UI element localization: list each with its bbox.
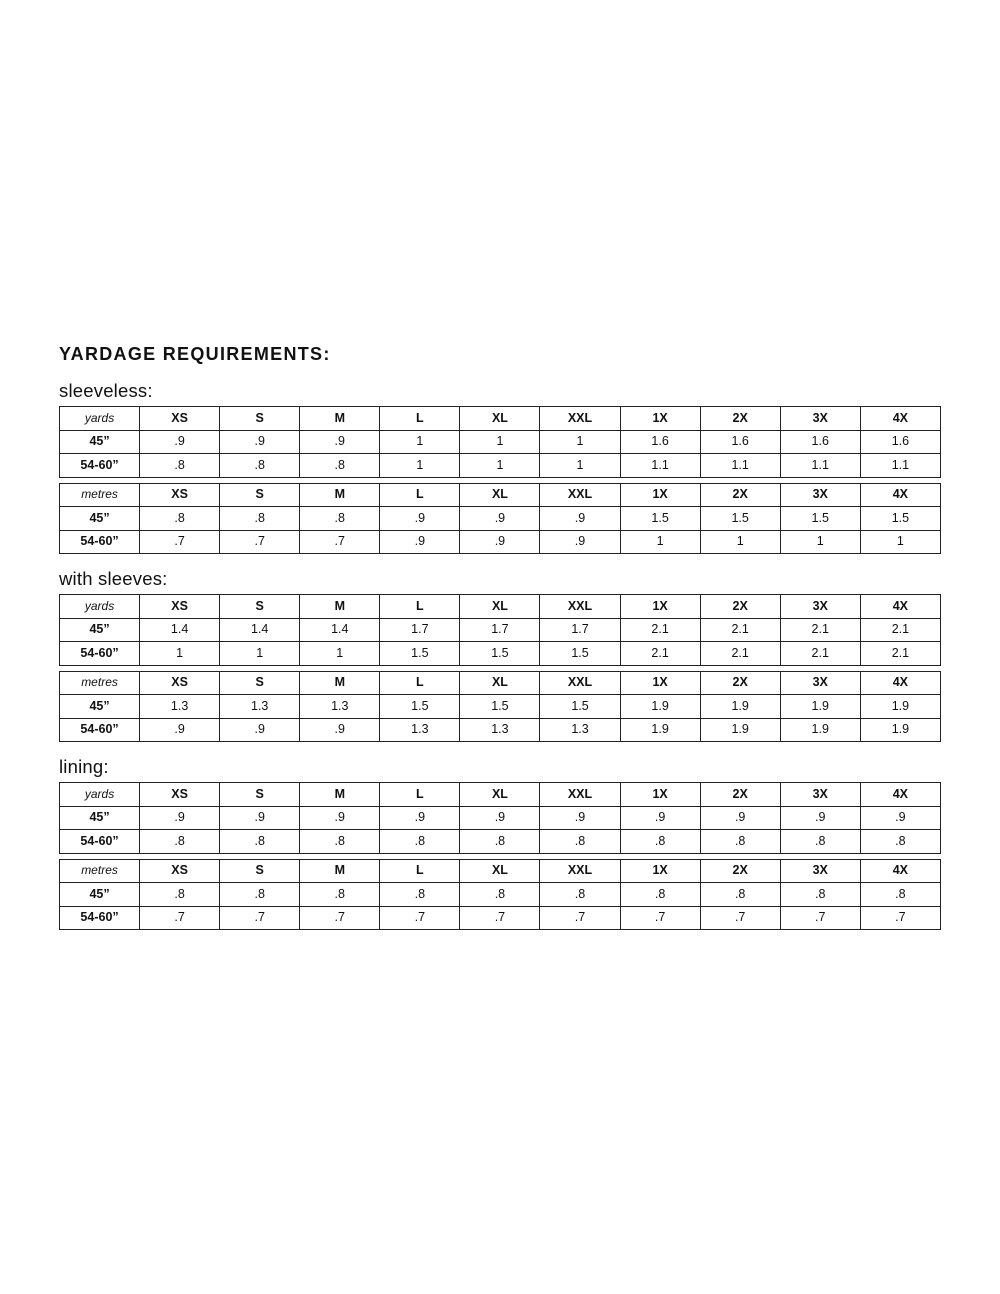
yardage-value: 1: [140, 642, 220, 666]
size-header: M: [300, 859, 380, 883]
yardage-value: 1.3: [460, 718, 540, 742]
yardage-table-metres: [59, 859, 941, 931]
size-header: XS: [140, 859, 220, 883]
yardage-value: .9: [860, 806, 940, 830]
table-row: [60, 906, 941, 930]
yardage-value: .7: [460, 906, 540, 930]
yardage-value: .7: [780, 906, 860, 930]
table-row: [60, 695, 941, 719]
yardage-value: .8: [700, 830, 780, 854]
size-header: L: [380, 595, 460, 619]
yardage-value: .9: [300, 430, 380, 454]
yardage-value: 1: [860, 530, 940, 554]
table-row: [60, 530, 941, 554]
yardage-value: 1.7: [380, 618, 460, 642]
size-header: M: [300, 671, 380, 695]
yardage-value: 1.3: [300, 695, 380, 719]
yardage-value: 1.9: [700, 718, 780, 742]
fabric-width-label: 45”: [60, 507, 140, 531]
fabric-width-label: 54-60”: [60, 906, 140, 930]
size-header: 3X: [780, 483, 860, 507]
unit-label: yards: [60, 783, 140, 807]
yardage-value: 1.9: [620, 718, 700, 742]
yardage-value: 1: [460, 454, 540, 478]
size-header: S: [220, 671, 300, 695]
yardage-value: 1.9: [700, 695, 780, 719]
fabric-width-label: 54-60”: [60, 454, 140, 478]
yardage-table-yards: [59, 406, 941, 478]
yardage-value: 1.6: [620, 430, 700, 454]
size-header: XXL: [540, 859, 620, 883]
yardage-value: 2.1: [860, 618, 940, 642]
yardage-value: .8: [860, 883, 940, 907]
yardage-value: .9: [460, 507, 540, 531]
yardage-value: 1: [460, 430, 540, 454]
size-header: 3X: [780, 595, 860, 619]
size-header: XXL: [540, 595, 620, 619]
table-row: [60, 454, 941, 478]
yardage-value: .8: [220, 507, 300, 531]
table-row: [60, 883, 941, 907]
yardage-value: 1: [300, 642, 380, 666]
size-header: 4X: [860, 595, 940, 619]
yardage-table-metres: [59, 483, 941, 555]
table-header-row: [60, 859, 941, 883]
size-header: 3X: [780, 859, 860, 883]
unit-label: yards: [60, 595, 140, 619]
size-header: L: [380, 407, 460, 431]
yardage-value: .9: [140, 806, 220, 830]
yardage-value: .9: [380, 530, 460, 554]
yardage-value: 1.3: [140, 695, 220, 719]
table-header-row: [60, 407, 941, 431]
yardage-value: 1.5: [380, 695, 460, 719]
yardage-value: .8: [620, 883, 700, 907]
size-header: S: [220, 595, 300, 619]
table-row: [60, 507, 941, 531]
table-header-row: [60, 783, 941, 807]
yardage-value: 1.9: [860, 718, 940, 742]
size-header: 3X: [780, 407, 860, 431]
yardage-value: .8: [220, 830, 300, 854]
yardage-value: 1.6: [700, 430, 780, 454]
section-1: [59, 376, 941, 554]
size-header: 4X: [860, 859, 940, 883]
yardage-value: .9: [460, 806, 540, 830]
size-header: L: [380, 859, 460, 883]
yardage-table-metres: [59, 671, 941, 743]
size-header: 2X: [700, 407, 780, 431]
yardage-value: 1.1: [700, 454, 780, 478]
size-header: 1X: [620, 595, 700, 619]
size-header: 2X: [700, 483, 780, 507]
yardage-value: 2.1: [700, 618, 780, 642]
yardage-value: .9: [220, 718, 300, 742]
yardage-value: 1.4: [300, 618, 380, 642]
yardage-value: .9: [380, 806, 460, 830]
yardage-value: .8: [140, 507, 220, 531]
yardage-value: 2.1: [700, 642, 780, 666]
table-header-row: [60, 595, 941, 619]
unit-label: metres: [60, 859, 140, 883]
size-header: 1X: [620, 783, 700, 807]
size-header: XS: [140, 483, 220, 507]
size-header: XS: [140, 595, 220, 619]
section-title: lining:: [59, 756, 109, 777]
size-header: XXL: [540, 483, 620, 507]
yardage-value: .7: [220, 906, 300, 930]
yardage-table-yards: [59, 594, 941, 666]
yardage-value: .8: [140, 454, 220, 478]
table-row: [60, 642, 941, 666]
size-header: XL: [460, 859, 540, 883]
page-title: YARDAGE REQUIREMENTS:: [59, 344, 331, 364]
yardage-value: 1.4: [220, 618, 300, 642]
size-header: 4X: [860, 671, 940, 695]
size-header: L: [380, 671, 460, 695]
yardage-value: .8: [300, 454, 380, 478]
size-header: XL: [460, 483, 540, 507]
size-header: S: [220, 859, 300, 883]
table-row: [60, 618, 941, 642]
size-header: 4X: [860, 483, 940, 507]
yardage-value: .8: [540, 883, 620, 907]
yardage-value: .9: [220, 806, 300, 830]
size-header: L: [380, 783, 460, 807]
yardage-value: 1.1: [780, 454, 860, 478]
yardage-value: 1.4: [140, 618, 220, 642]
yardage-value: 1.5: [700, 507, 780, 531]
fabric-width-label: 45”: [60, 695, 140, 719]
yardage-value: .7: [140, 906, 220, 930]
fabric-width-label: 54-60”: [60, 642, 140, 666]
yardage-value: .8: [860, 830, 940, 854]
yardage-value: 1: [380, 430, 460, 454]
yardage-value: 2.1: [780, 642, 860, 666]
section-title: sleeveless:: [59, 380, 153, 401]
yardage-value: 1.5: [860, 507, 940, 531]
yardage-value: 1.9: [860, 695, 940, 719]
size-header: S: [220, 407, 300, 431]
yardage-value: 1: [780, 530, 860, 554]
yardage-value: 2.1: [780, 618, 860, 642]
section-2: [59, 564, 941, 742]
yardage-value: .7: [300, 906, 380, 930]
size-header: 3X: [780, 783, 860, 807]
yardage-value: 1.7: [460, 618, 540, 642]
size-header: M: [300, 783, 380, 807]
yardage-value: .8: [300, 830, 380, 854]
size-header: 1X: [620, 859, 700, 883]
size-header: 2X: [700, 783, 780, 807]
yardage-value: .9: [380, 507, 460, 531]
yardage-value: 2.1: [620, 642, 700, 666]
size-header: XS: [140, 783, 220, 807]
size-header: M: [300, 483, 380, 507]
size-header: S: [220, 783, 300, 807]
yardage-value: .8: [380, 883, 460, 907]
size-header: XXL: [540, 783, 620, 807]
yardage-value: 1.9: [780, 695, 860, 719]
yardage-value: .7: [140, 530, 220, 554]
unit-label: yards: [60, 407, 140, 431]
yardage-value: .9: [780, 806, 860, 830]
size-header: 3X: [780, 671, 860, 695]
yardage-value: .9: [540, 530, 620, 554]
yardage-value: 1.9: [780, 718, 860, 742]
size-header: L: [380, 483, 460, 507]
table-row: [60, 430, 941, 454]
yardage-value: 1.5: [540, 695, 620, 719]
size-header: 1X: [620, 671, 700, 695]
size-header: XXL: [540, 671, 620, 695]
yardage-value: .9: [220, 430, 300, 454]
yardage-value: 2.1: [620, 618, 700, 642]
yardage-value: 1: [620, 530, 700, 554]
fabric-width-label: 54-60”: [60, 718, 140, 742]
yardage-value: 1.3: [220, 695, 300, 719]
fabric-width-label: 45”: [60, 806, 140, 830]
yardage-value: 1.7: [540, 618, 620, 642]
yardage-value: .8: [300, 507, 380, 531]
yardage-value: .9: [700, 806, 780, 830]
size-header: 4X: [860, 783, 940, 807]
yardage-value: .9: [140, 718, 220, 742]
yardage-value: .9: [540, 806, 620, 830]
table-row: [60, 718, 941, 742]
size-header: 4X: [860, 407, 940, 431]
size-header: M: [300, 407, 380, 431]
fabric-width-label: 45”: [60, 883, 140, 907]
yardage-value: .9: [140, 430, 220, 454]
yardage-value: 1.3: [540, 718, 620, 742]
yardage-value: 1: [540, 430, 620, 454]
yardage-value: .7: [220, 530, 300, 554]
yardage-value: 2.1: [860, 642, 940, 666]
yardage-value: .7: [620, 906, 700, 930]
yardage-value: .7: [380, 906, 460, 930]
table-header-row: [60, 483, 941, 507]
yardage-value: 1: [220, 642, 300, 666]
size-header: M: [300, 595, 380, 619]
yardage-value: .8: [540, 830, 620, 854]
size-header: XL: [460, 595, 540, 619]
fabric-width-label: 45”: [60, 430, 140, 454]
size-header: XL: [460, 671, 540, 695]
size-header: XXL: [540, 407, 620, 431]
yardage-value: 1.9: [620, 695, 700, 719]
yardage-value: 1.5: [620, 507, 700, 531]
size-header: 1X: [620, 483, 700, 507]
fabric-width-label: 54-60”: [60, 830, 140, 854]
yardage-value: 1.5: [780, 507, 860, 531]
yardage-value: .9: [540, 507, 620, 531]
yardage-value: 1.1: [860, 454, 940, 478]
yardage-value: .8: [140, 883, 220, 907]
size-header: 2X: [700, 859, 780, 883]
yardage-value: 1.3: [380, 718, 460, 742]
yardage-value: .7: [540, 906, 620, 930]
size-header: 2X: [700, 671, 780, 695]
yardage-value: 1: [380, 454, 460, 478]
yardage-value: .8: [460, 883, 540, 907]
yardage-value: .7: [300, 530, 380, 554]
table-row: [60, 830, 941, 854]
yardage-value: 1.5: [460, 642, 540, 666]
size-header: 2X: [700, 595, 780, 619]
yardage-value: 1.5: [460, 695, 540, 719]
yardage-value: 1: [700, 530, 780, 554]
yardage-value: .9: [300, 806, 380, 830]
yardage-value: .8: [780, 883, 860, 907]
yardage-value: 1.1: [620, 454, 700, 478]
size-header: S: [220, 483, 300, 507]
yardage-value: .9: [460, 530, 540, 554]
yardage-value: 1.5: [380, 642, 460, 666]
yardage-value: .8: [620, 830, 700, 854]
yardage-value: .8: [460, 830, 540, 854]
table-header-row: [60, 671, 941, 695]
yardage-value: .8: [780, 830, 860, 854]
size-header: XL: [460, 783, 540, 807]
fabric-width-label: 45”: [60, 618, 140, 642]
fabric-width-label: 54-60”: [60, 530, 140, 554]
yardage-value: 1.5: [540, 642, 620, 666]
yardage-value: .8: [220, 883, 300, 907]
size-header: XS: [140, 671, 220, 695]
section-title: with sleeves:: [59, 568, 168, 589]
yardage-value: .9: [620, 806, 700, 830]
unit-label: metres: [60, 483, 140, 507]
unit-label: metres: [60, 671, 140, 695]
yardage-value: 1: [540, 454, 620, 478]
yardage-value: .8: [220, 454, 300, 478]
yardage-value: .7: [700, 906, 780, 930]
yardage-value: 1.6: [860, 430, 940, 454]
yardage-table-yards: [59, 782, 941, 854]
yardage-value: .8: [140, 830, 220, 854]
size-header: XS: [140, 407, 220, 431]
yardage-value: 1.6: [780, 430, 860, 454]
yardage-value: .8: [300, 883, 380, 907]
yardage-value: .7: [860, 906, 940, 930]
table-row: [60, 806, 941, 830]
size-header: 1X: [620, 407, 700, 431]
section-3: [59, 752, 941, 930]
yardage-document: [59, 340, 941, 935]
sections-container: [59, 376, 941, 930]
yardage-value: .8: [380, 830, 460, 854]
size-header: XL: [460, 407, 540, 431]
yardage-value: .9: [300, 718, 380, 742]
yardage-value: .8: [700, 883, 780, 907]
